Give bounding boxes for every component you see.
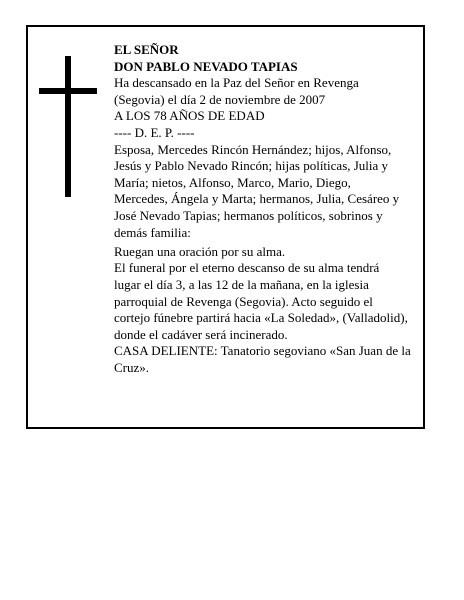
mortuary-line: CASA DELIENTE: Tanatorio segoviano «San Juan de la: [114, 343, 411, 359]
rip-line: ---- D. E. P. ----: [114, 124, 195, 140]
cross-vertical-bar: [65, 56, 71, 197]
age-line: A LOS 78 AÑOS DE EDAD: [114, 108, 265, 124]
cross-icon: [39, 56, 97, 197]
announcement-line: Ha descansado en la Paz del Señor en Revenga: [114, 75, 359, 91]
obituary-notice: [26, 25, 425, 429]
deceased-name: DON PABLO NEVADO TAPIAS: [114, 58, 298, 74]
notice-heading: EL SEÑOR: [114, 42, 179, 57]
family-line: José Nevado Tapias; hermanos políticos, sobrinos y: [114, 207, 383, 223]
family-line: Esposa, Mercedes Rincón Hernández; hijos, Alfonso,: [114, 141, 392, 157]
family-line: Mercedes, Ángela y Marta; hermanos, Julia, Cesáreo y: [114, 191, 400, 207]
funeral-line: lugar el día 3, a las 12 de la mañana, en la iglesia: [114, 276, 369, 292]
funeral-line: parroquial de Revenga (Segovia). Acto seguido el: [114, 293, 373, 309]
family-line: María; nietos, Alfonso, Marco, Mario, Diego,: [114, 174, 351, 190]
family-line: Jesús y Pablo Nevado Rincón; hijas políticas, Julia y: [114, 158, 389, 174]
funeral-line: cortejo fúnebre partirá hacia «La Soledad», (Valladolid),: [114, 310, 408, 326]
cross-horizontal-bar: [39, 88, 97, 94]
funeral-line: donde el cadáver será incinerado.: [114, 326, 288, 342]
notice-body: [114, 42, 427, 376]
prayer-line: Ruegan una oración por su alma.: [114, 243, 286, 259]
family-line: demás familia:: [114, 224, 191, 240]
mortuary-line: Cruz».: [114, 359, 150, 375]
funeral-line: El funeral por el eterno descanso de su alma tendrá: [114, 260, 380, 276]
announcement-line: (Segovia) el día 2 de noviembre de 2007: [114, 91, 326, 107]
